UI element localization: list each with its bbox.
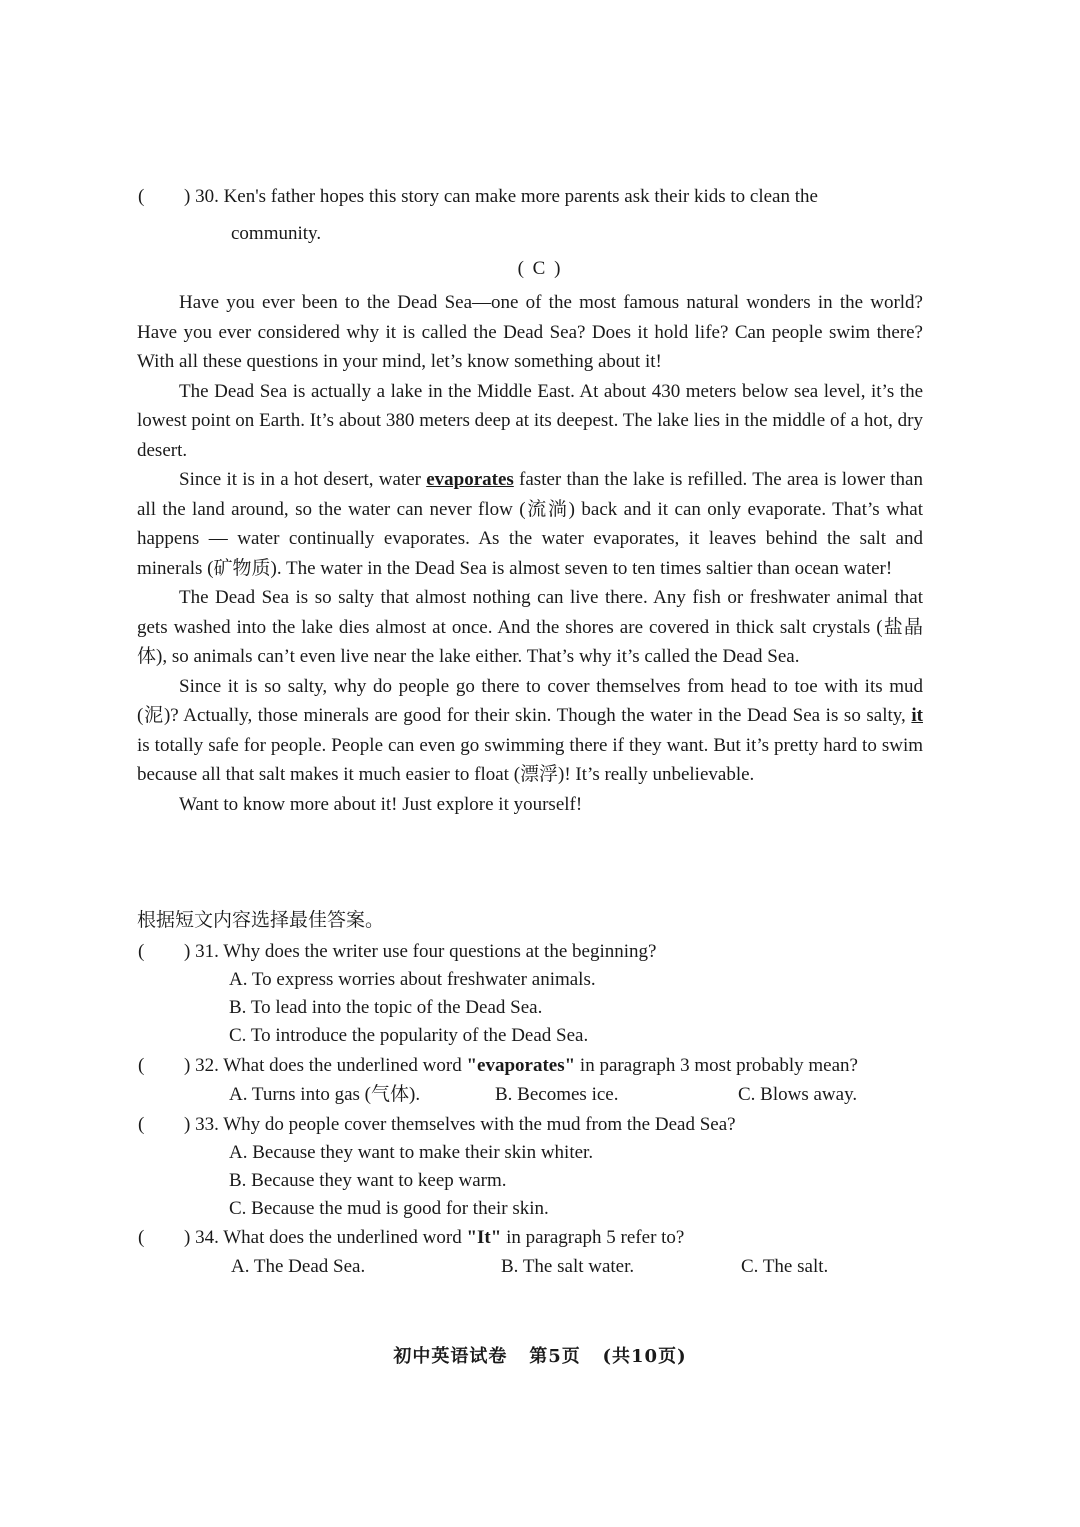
- question-number: ) 32.: [184, 1055, 219, 1076]
- question-text-a: What does the underlined word: [223, 1227, 467, 1248]
- paragraph-3-text-b: faster than the lake is refilled. The area is lower than all the land around, so the water can never flow (流淌) back and it can only evaporate. That’s what happens — water continually evaporates. As the water evaporates, it leaves behind the salt and minerals (矿物质). The water in the Dead Sea is almost seven to ten times saltier than ocean water!: [137, 469, 923, 579]
- question-number: ) 33.: [184, 1114, 219, 1135]
- section-title: ( C ): [517, 258, 563, 279]
- option-32-a[interactable]: A. Turns into gas (气体).: [229, 1084, 421, 1105]
- question-text-c: in paragraph 5 refer to?: [501, 1227, 685, 1248]
- paragraph-5: [137, 672, 923, 790]
- option-34-c[interactable]: C. The salt.: [741, 1256, 829, 1277]
- question-text: Why do people cover themselves with the mud from the Dead Sea?: [223, 1114, 736, 1135]
- question-text-c: in paragraph 3 most probably mean?: [575, 1055, 858, 1076]
- paragraph-3-text-a: Since it is in a hot desert, water: [179, 469, 427, 490]
- option-31-a[interactable]: A. To express worries about freshwater animals.: [229, 969, 596, 990]
- question-keyword: "evaporates": [466, 1055, 576, 1076]
- option-34-b[interactable]: B. The salt water.: [501, 1256, 635, 1277]
- answer-bracket[interactable]: (: [138, 1055, 145, 1076]
- question-text: Ken's father hopes this story can make more parents ask their kids to clean the: [223, 186, 818, 207]
- option-31-c[interactable]: C. To introduce the popularity of the Dead Sea.: [229, 1025, 589, 1046]
- paragraph-4: The Dead Sea is so salty that almost nothing can live there. Any fish or freshwater animal that gets washed into the lake dies almost at once. And the shores are covered in thick salt crystals (盐晶体), so animals can’t even live near the lake either. That’s why it’s called the Dead Sea.: [137, 587, 923, 667]
- question-31: [138, 938, 656, 966]
- paragraph-6: Want to know more about it! Just explore it yourself!: [179, 793, 583, 815]
- question-33: [138, 1111, 736, 1139]
- question-number: ) 31.: [184, 941, 219, 962]
- answer-bracket[interactable]: (: [138, 941, 145, 962]
- question-keyword: "It": [466, 1227, 502, 1248]
- answer-bracket[interactable]: (: [138, 186, 145, 207]
- option-34-a[interactable]: A. The Dead Sea.: [231, 1256, 366, 1277]
- option-31-b[interactable]: B. To lead into the topic of the Dead Sea.: [229, 997, 543, 1018]
- option-32-c[interactable]: C. Blows away.: [738, 1084, 858, 1105]
- option-33-a[interactable]: A. Because they want to make their skin whiter.: [229, 1142, 594, 1163]
- instruction: 根据短文内容选择最佳答案。: [137, 909, 385, 931]
- question-30: [138, 183, 818, 211]
- page-footer: 初中英语试卷 第5页 (共10页): [393, 1346, 687, 1367]
- option-33-c[interactable]: C. Because the mud is good for their skin.: [229, 1198, 549, 1219]
- paragraph-5-text-b: is totally safe for people. People can even go swimming there if they want. But it’s pretty hard to swim because all that salt makes it much easier to float (漂浮)! It’s really unbelievable.: [137, 734, 923, 785]
- answer-bracket[interactable]: (: [138, 1114, 145, 1135]
- answer-bracket[interactable]: (: [138, 1227, 145, 1248]
- question-text-a: What does the underlined word: [223, 1055, 467, 1076]
- question-34: [138, 1224, 684, 1252]
- reading-passage: [137, 288, 923, 819]
- question-number: ) 34.: [184, 1227, 219, 1248]
- question-number: ) 30.: [184, 186, 219, 207]
- paragraph-3: [137, 465, 923, 583]
- underlined-word-evaporates: evaporates: [426, 469, 514, 490]
- paragraph-2: The Dead Sea is actually a lake in the Middle East. At about 430 meters below sea level, it’s the lowest point on Earth. It’s about 380 meters deep at its deepest. The lake lies in the middle of a hot, dry desert.: [137, 380, 923, 461]
- question-30-continuation: community.: [231, 223, 322, 244]
- option-32-b[interactable]: B. Becomes ice.: [495, 1084, 619, 1105]
- paragraph-1: Have you ever been to the Dead Sea—one of the most famous natural wonders in the world? Have you ever considered why it is called the Dead Sea? Does it hold life? Can people swim there? With all these questions in your mind, let’s know something about it!: [137, 292, 923, 372]
- question-text: Why does the writer use four questions at the beginning?: [223, 941, 657, 962]
- option-33-b[interactable]: B. Because they want to keep warm.: [229, 1170, 507, 1191]
- underlined-word-it: it: [911, 705, 923, 726]
- paragraph-5-text-a: Since it is so salty, why do people go there to cover themselves from head to toe with its mud (泥)? Actually, those minerals are good for their skin. Though the water in the Dead Sea is so salty,: [137, 675, 923, 726]
- question-32: [138, 1052, 858, 1080]
